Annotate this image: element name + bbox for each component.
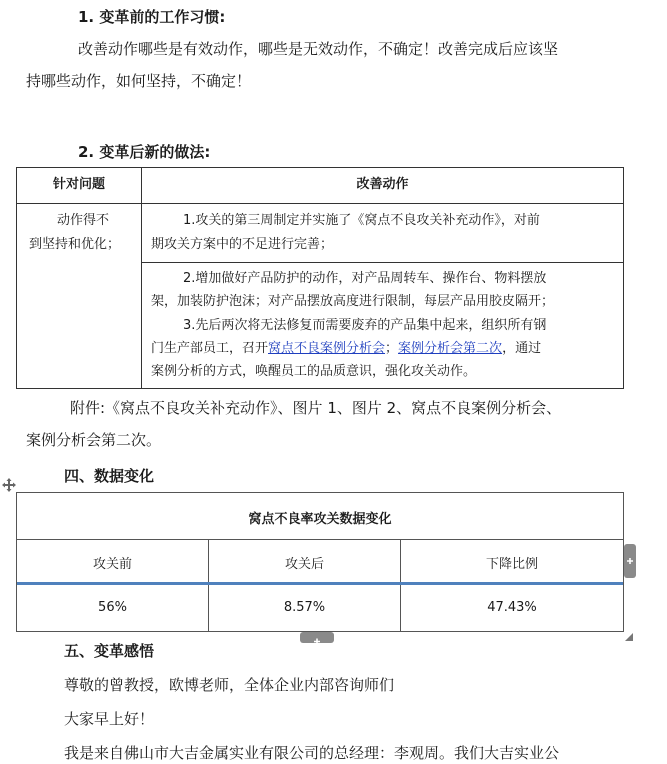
plus-icon xyxy=(300,636,334,647)
link-separator: ； xyxy=(385,341,399,356)
table-resize-icon[interactable] xyxy=(624,632,634,642)
action3-line2 xyxy=(151,338,541,360)
header-problem: 针对问题 xyxy=(52,177,105,192)
data-table-title: 窝点不良率攻关数据变化 xyxy=(248,512,392,527)
value-reduction: 47.43% xyxy=(487,600,537,615)
section5-line1: 尊敬的曾教授，欧博老师，全体企业内部咨询师们 xyxy=(64,676,395,694)
action1-line1: 1.攻关的第三周制定并实施了《窝点不良攻关补充动作》，对前 xyxy=(183,213,540,228)
problem-line1: 动作得不 xyxy=(57,213,110,228)
table-move-handle-icon[interactable] xyxy=(1,477,17,493)
table-column-divider xyxy=(141,168,142,388)
case-analysis-second-link[interactable]: 案例分析会第二次 xyxy=(398,341,503,356)
data-table-title-divider xyxy=(17,539,623,540)
section2-heading: 2. 变革后新的做法: xyxy=(78,143,211,161)
section5-line3: 我是来自佛山市大吉金属实业有限公司的总经理：李观周。我们大吉实业公 xyxy=(64,744,560,762)
attachment-line2: 案例分析会第二次。 xyxy=(26,431,162,449)
case-analysis-meeting-link[interactable]: 窝点不良案例分析会 xyxy=(268,341,386,356)
action3-line2-prefix: 门生产部员工，召开 xyxy=(151,341,269,356)
col-reduction: 下降比例 xyxy=(485,557,538,572)
action2-line2: 架，加装防护泡沫；对产品摆放高度进行限制，每层产品用胶皮隔开； xyxy=(151,294,555,309)
value-before: 56% xyxy=(98,600,127,615)
table-row-divider xyxy=(142,262,623,263)
section5-line2: 大家早上好！ xyxy=(64,710,155,728)
section1-para-line2: 持哪些动作，如何坚持，不确定！ xyxy=(26,72,252,90)
action3-line3: 案例分析的方式，唤醒员工的品质意识，强化攻关动作。 xyxy=(151,364,477,379)
improvement-table xyxy=(16,167,624,389)
action3-line2-suffix: ，通过 xyxy=(502,341,542,356)
table-header-divider xyxy=(17,203,623,204)
attachment-line1: 附件:《窝点不良攻关补充动作》、图片 1、图片 2、窝点不良案例分析会、 xyxy=(70,399,562,417)
section5-heading: 五、变革感悟 xyxy=(64,642,155,660)
section1-heading: 1. 变革前的工作习惯: xyxy=(78,8,226,26)
col-before: 攻关前 xyxy=(92,557,132,572)
col-after: 攻关后 xyxy=(284,557,324,572)
problem-line2: 到坚持和优化； xyxy=(29,237,121,252)
action2-line1: 2.增加做好产品防护的动作，对产品周转车、操作台、物料摆放 xyxy=(183,271,547,286)
data-table-header-underline xyxy=(17,582,623,585)
action3-line1: 3.先后两次将无法修复而需要废弃的产品集中起来，组织所有钢 xyxy=(183,318,547,333)
section1-para-line1: 改善动作哪些是有效动作，哪些是无效动作，不确定！改善完成后应该坚 xyxy=(78,40,559,58)
add-row-handle[interactable] xyxy=(300,632,334,643)
action1-line2: 期攻关方案中的不足进行完善； xyxy=(151,237,334,252)
value-after: 8.57% xyxy=(283,600,326,615)
section4-heading: 四、数据变化 xyxy=(64,467,155,485)
plus-icon xyxy=(624,544,636,578)
data-change-table xyxy=(16,492,624,632)
add-column-handle[interactable] xyxy=(624,544,636,578)
header-action: 改善动作 xyxy=(356,177,409,192)
